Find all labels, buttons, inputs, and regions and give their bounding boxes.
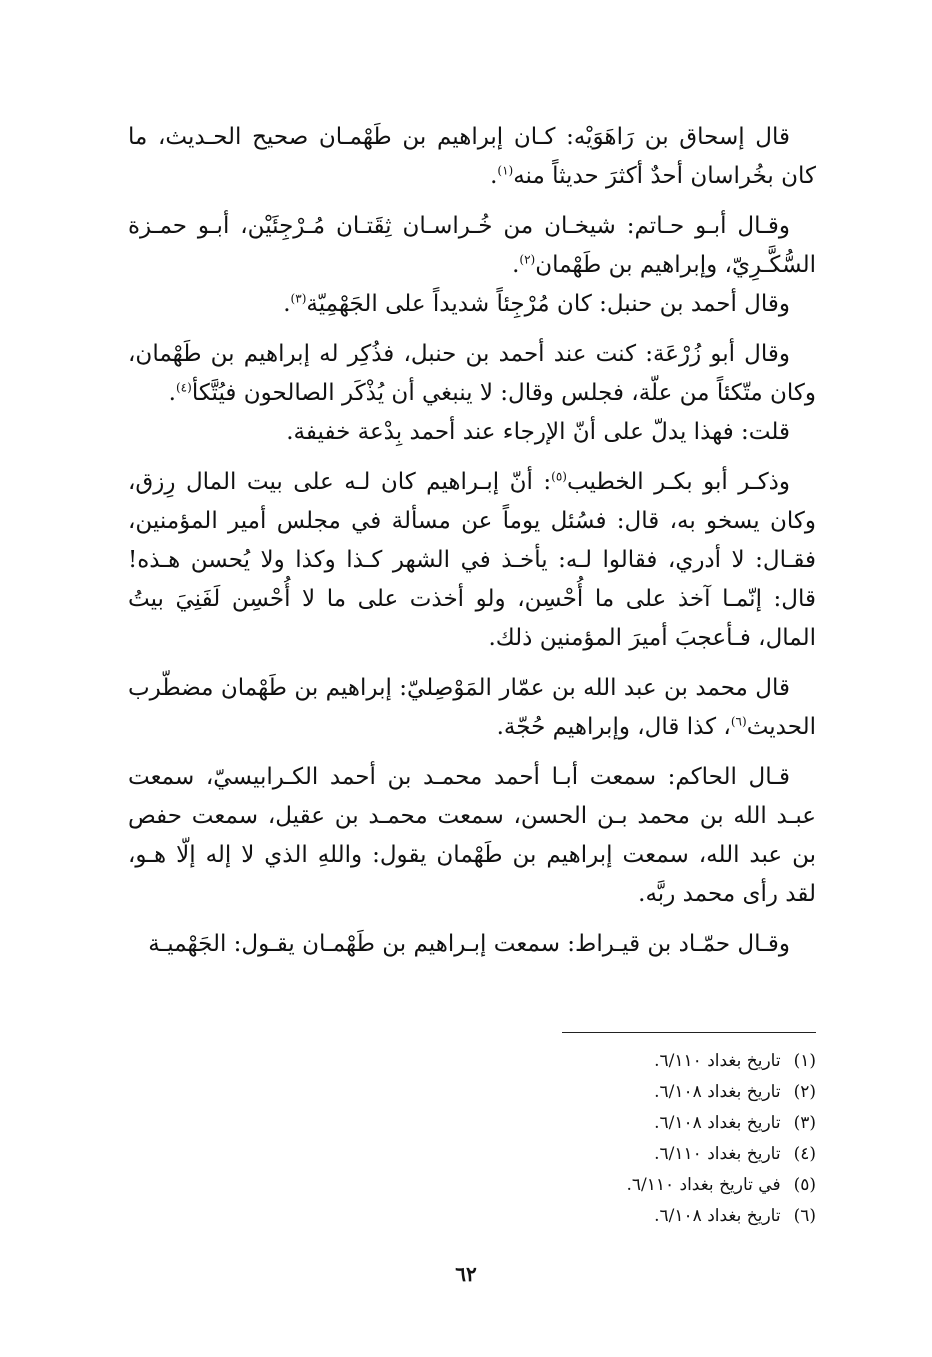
page-number: ٦٢ [455,1262,477,1286]
footnote-item [300,1046,816,1077]
footnote-number: (٤) [793,1144,816,1164]
paragraph-comment: قلت: فهذا يدلّ على أنّ الإرجاء عند أحمد بِدْعة خفيفة. [286,419,790,445]
footnote-item [300,1077,816,1108]
footnote-number: (٥) [793,1175,816,1195]
footnote-ref-1[interactable]: (١) [497,163,514,178]
main-text [128,118,816,975]
footnote-text: تاريخ بغداد ٦/١٠٨. [654,1082,781,1102]
paragraph-abu-hatim: وقـال أبـو حـاتم: شيخـان من خُـراسـان ثِقَتـان مُـرْجِئَيْن، أبـو حمـزة السُّكَّـرِيّ، وإبراهيم بن طَهْمان$^{(٢)}$. [128,213,816,278]
footnote-ref-4[interactable]: (٤) [175,380,192,395]
footnote-text: تاريخ بغداد ٦/١٠٨. [654,1206,781,1226]
footnote-item [300,1108,816,1139]
footnote-text: تاريخ بغداد ٦/١١٠. [654,1144,781,1164]
paragraph-hammad: وقـال حمّـاد بن قيـراط: سمعت إبـراهيم بن طَهْمـان يقـول: الجَهْميـة [148,931,790,957]
footnote-divider [562,1032,816,1033]
footnote-ref-6[interactable]: (٦) [730,714,747,729]
paragraph-mawsili: قال محمد بن عبد الله بن عمّار المَوْصِليّ: إبراهيم بن طَهْمان مضطّرب الحديث$^{(٦)}$، كذا قال، وإبراهيم حُجّة. [128,675,816,740]
footnote-number: (٢) [793,1082,816,1102]
footnote-text: في تاريخ بغداد ٦/١١٠. [626,1175,781,1195]
paragraph-ahmad: وقال أحمد بن حنبل: كان مُرْجِئاً شديداً على الجَهْمِيّة$^{(٣)}$. [283,291,790,317]
footnote-item [300,1201,816,1232]
footnote-item [300,1170,816,1201]
footnote-ref-3[interactable]: (٣) [290,291,307,306]
footnote-text: تاريخ بغداد ٦/١١٠. [654,1051,781,1071]
footnote-number: (١) [793,1051,816,1071]
footnote-item [300,1139,816,1170]
paragraph-hakim: قـال الحاكم: سمعت أبـا أحمد محمـد بن أحمد الكـرابيسيّ، سمعت عبـد الله بن محمد بـن الحسن، سمعت محمـد بن عقيل، سمعت حفص بن عبد الله، سمعت إبراهيم بن طَهْمان يقول: واللهِ الذي لا إله إلّا هـو، لقد رأى محمد ربَّه. [128,764,816,907]
paragraph-khatib: وذكـر أبو بكـر الخطيب$^{(٥)}$: أنّ إبـراهيم كان لـه على بيت المال رِزق، وكان يسخو به، قال: فسُئل يوماً عن مسألة في مجلس أمير المؤمنين، فقـال: لا أدري، فقالوا لـه: يأخـذ في الشهر كـذا وكذا ولا يُحسن هـذه! قال: إنّمـا آخذ على ما أُحْسِن، ولو أخذت على ما لا أُحْسِن لَفَنِيَ بيتُ المال، فـأعجبَ أميرَ المؤمنين ذلك. [128,469,816,651]
paragraph-ishaq: قال إسحاق بن رَاهَوَيْه: كـان إبراهيم بن طَهْمـان صحيح الحـديث، ما كان بخُراسان أحدٌ أكثرَ حديثاً منه$^{(١)}$. [128,124,816,189]
footnote-ref-2[interactable]: (٢) [519,252,536,267]
footnote-number: (٣) [793,1113,816,1133]
footnote-text: تاريخ بغداد ٦/١٠٨. [654,1113,781,1133]
paragraph-abu-zura: وقال أبو زُرْعَة: كنت عند أحمد بن حنبل، فذُكِر له إبراهيم بن طَهْمان، وكان متّكئاً من علّة، فجلس وقال: لا ينبغي أن يُذْكَر الصالحون فيُتَّكأ$^{(٤)}$. [128,341,816,406]
footnotes [300,1046,816,1232]
footnote-ref-5[interactable]: (٥) [551,469,567,484]
footnote-number: (٦) [793,1206,816,1226]
